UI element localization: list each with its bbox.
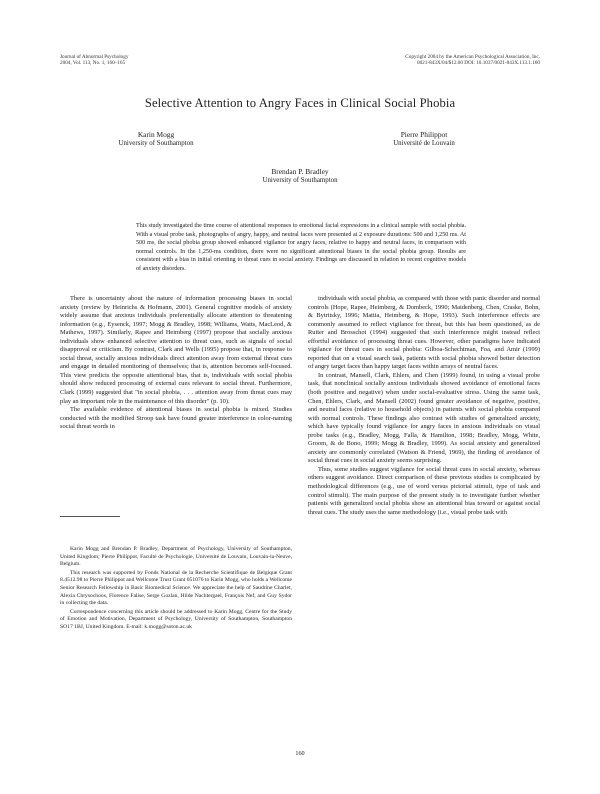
journal-volume: 2004, Vol. 113, No. 1, 160–165 bbox=[60, 60, 126, 67]
author-block bbox=[364, 130, 484, 148]
abstract: This study investigated the time course of attentional responses to emotional facial expressions in a clinical sample with social phobia. With a visual probe task, photographs of angry, happy, and neutral faces were presented at 2 exposure durations: 500 and 1,250 ms. At 500 ms, the social phobia group showed enhanced vigilance for angry faces, relative to happy and neutral faces, in comparison with normal controls. In the 1,250-ms condition, there were no significant attentional biases in the social phobia group. Results are consistent with a bias in initial orienting to threat cues in social anxiety. Findings are discussed in relation to recent cognitive models of anxiety disorders. bbox=[136, 223, 466, 272]
journal-name: Journal of Abnormal Psychology bbox=[60, 54, 129, 60]
doi-line: 0021-843X/04/$12.00 DOI: 10.1037/0021-843X.113.1.160 bbox=[416, 60, 540, 67]
page-number: 160 bbox=[295, 750, 305, 757]
body-paragraph: In contrast, Mansell, Clark, Ehlers, and Chen (1999) found, in using a visual probe task, that nonclinical socially anxious individuals showed avoidance of emotional faces (both positive and negative) when under social-evaluative stress. Using the same task, Chen, Ehlers, Clark, and Mansell (2002) found greater avoidance of negative, positive, and neutral faces (relative to household objects) in patients with social phobia compared with normal controls. These findings also contrast with studies of generalized anxiety, which have typically found vigilance for angry faces in anxious individuals on visual probe tasks (e.g., Bradley, Mogg, Falla, & Hamilton, 1998; Bradley, Mogg, White, Groom, & de Bono, 1999; Mogg & Bradley, 1999). As social anxiety and generalized anxiety are commonly correlated (Watson & Friend, 1969), the finding of avoidance of social threat cues in social anxiety seems surprising. bbox=[308, 371, 540, 465]
body-column-left bbox=[60, 295, 292, 432]
author-notes bbox=[60, 546, 292, 633]
copyright-line: Copyright 2004 by the American Psychological Association, Inc. bbox=[405, 54, 540, 60]
body-paragraph: individuals with social phobia, as compared with those with panic disorder and normal controls (Hope, Rapee, Heimberg, & Dombeck, 1990; Maidenberg, Chen, Craske, Bohn, & Bytritsky, 1996; Mattia, Heimberg, & Hope, 1993). Such interference effects are commonly assumed to reflect vigilance for threat, but this has been questioned, as de Ruiter and Brosschot (1994) suggested that such interference might instead reflect effortful avoidance of processing threat cues. However, other paradigms have indicated vigilance for threat cues in social phobia: Gilboa-Schechtman, Foa, and Amir (1999) reported that on a visual search task, patients with social phobia showed better detection of angry target faces than happy target faces within arrays of neutral faces. bbox=[308, 295, 540, 371]
footnote-divider bbox=[60, 516, 120, 517]
running-header-right bbox=[405, 54, 540, 67]
footnote: Correspondence concerning this article should be addressed to Karin Mogg, Centre for the Study of Emotion and Motivation, Department of Psychology, University of Southampton, Southampton SO17 1BJ, United Kingdom. E-mail: k.mogg@soton.ac.uk bbox=[60, 608, 292, 630]
author-name: Pierre Philippot bbox=[400, 130, 448, 139]
author-affiliation: Université de Louvain bbox=[393, 140, 455, 147]
author-block bbox=[96, 130, 216, 148]
footnote: Karin Mogg and Brendan P. Bradley, Department of Psychology, University of Southampton, United Kingdom; Pierre Philippot, Faculté de Psychologie, Université de Louvain, Louvain-la-Neuve, Belgium. bbox=[60, 546, 292, 568]
article-title: Selective Attention to Angry Faces in Clinical Social Phobia bbox=[144, 96, 456, 110]
body-paragraph: Thus, some studies suggest vigilance for social threat cues in social anxiety, whereas others suggest avoidance. Direct comparison of these previous studies is complicated by methodological differences (e.g., use of word versus pictorial stimuli, type of task and control stimuli). The main purpose of the present study is to investigate further whether patients with generalized social phobia show an attentional bias toward or against social threat cues. The study uses the same methodology (i.e., visual probe task with bbox=[308, 465, 540, 516]
body-column-right bbox=[308, 295, 540, 517]
author-name: Karin Mogg bbox=[137, 130, 175, 139]
footnote: This research was supported by Fonds National de la Recherche Scientifique de Belgique Grant 8.4512.98 to Pierre Philippot and Wellcome Trust Grant 051076 to Karin Mogg, who holds a Wellcome Senior Research Fellowship in Basic Biomedical Science. We appreciate the help of Saudrine Charlet, Alexia Chrysochoos, Florence Falise, Serge Gozlan, Hilde Nachtergael, François Nef, and Guy Sydor in collecting the data. bbox=[60, 569, 292, 607]
body-paragraph: The available evidence of attentional biases in social phobia is mixed. Studies conducted with the modified Stroop task have found greater interference in color-naming social threat words in bbox=[60, 406, 292, 431]
author-affiliation: University of Southampton bbox=[118, 140, 194, 147]
author-affiliation: University of Southampton bbox=[262, 177, 338, 184]
author-name: Brendan P. Bradley bbox=[271, 167, 329, 176]
author-block bbox=[230, 167, 370, 185]
body-paragraph: There is uncertainty about the nature of information processing biases in social anxiety (review by Heinrichs & Hofmann, 2001). General cognitive models of anxiety widely assume that anxious individuals preferentially allocate attention to threatening information (e.g., Eysenck, 1997; Mogg & Bradley, 1998; Williams, Watts, MacLeod, & Mathews, 1997). Similarly, Rapee and Heimberg (1997) propose that socially anxious individuals show enhanced selective attention to threat cues, such as signals of social disapproval or criticism. By contrast, Clark and Wells (1995) propose that, in response to social threat, socially anxious individuals direct attention away from external threat cues and engage in detailed monitoring of themselves; that is, attention becomes self-focused. This view predicts the opposite attentional bias, that is, individuals with social phobia should show reduced processing of external cues relevant to social threat. Furthermore, Clark (1999) suggested that "in social phobia, . . . attention away from threat cues may play an important role in the maintenance of this disorder" (p. 10). bbox=[60, 295, 292, 405]
running-header-left bbox=[60, 54, 128, 67]
